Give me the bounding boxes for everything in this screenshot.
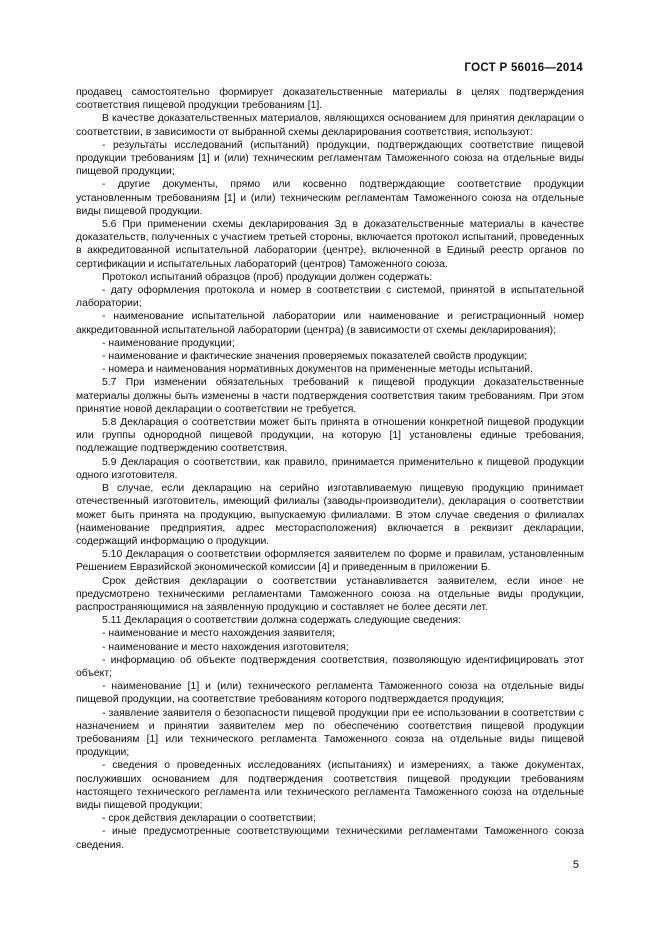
document-body xyxy=(76,86,584,852)
paragraph: - иные предусмотренные соответствующими техническими регламентами Таможенного союза сведения. xyxy=(76,826,584,851)
paragraph: Срок действия декларации о соответствии устанавливается заявителем, если иное не предусмотрено техническими регламентами Таможенного союза на отдельные виды продукции, распространяющимися на заявленную продукцию и составляет не более десяти лет. xyxy=(76,575,584,613)
paragraph: - наименование продукции; xyxy=(102,337,235,349)
paragraph: - номера и наименования нормативных документов на примененные методы испытаний. xyxy=(102,364,533,376)
paragraph: - наименование и место нахождения изготовителя; xyxy=(102,641,349,653)
paragraph: 5.7 При изменении обязательных требований к пищевой продукции доказательственные материалы должны быть изменены в части подтверждения соответствия таким требованиям. При этом принятие новой декларации о соответствии не требуется. xyxy=(76,377,584,415)
paragraph: продавец самостоятельно формирует доказательственные материалы в целях подтверждения соответствия пищевой продукции требованиям [1]. xyxy=(76,87,584,112)
paragraph: - результаты исследований (испытаний) продукции, подтверждающих соответствие пищевой продукции требованиям [1] и (или) техническим регламентам Таможенного союза на отдельные виды пищевой продукции; xyxy=(76,139,584,178)
paragraph: - информацию об объекте подтверждения соответствия, позволяющую идентифицировать этот объект; xyxy=(76,654,584,679)
paragraph: 5.8 Декларация о соответствии может быть принята в отношении конкретной пищевой продукции или группы однородной пищевой продукции, на которую [1] установлены единые требования, подлежащие подтверждению соответствия. xyxy=(76,417,584,455)
document-header: ГОСТ Р 56016—2014 xyxy=(464,62,583,74)
paragraph: - наименование [1] и (или) технического регламента Таможенного союза на отдельные виды пищевой продукции, на соответствие требованиям которого подтверждается продукция; xyxy=(76,681,584,706)
paragraph: 5.9 Декларация о соответствии, как правило, принимается применительно к пищевой продукции одного изготовителя. xyxy=(76,456,584,481)
paragraph: В случае, если декларацию на серийно изготавливаемую пищевую продукцию принимает отечественный изготовитель, имеющий филиалы (заводы-производители), декларация о соответствии может быть принята на продукцию, выпускаемую филиалами. В этом случае сведения о филиалах (наименование предприятия, адрес месторасположения) включается в реквизит декларации, содержащий информацию о продукции. xyxy=(76,483,584,547)
paragraph: - дату оформления протокола и номер в соответствии с системой, принятой в испытательной лаборатории; xyxy=(76,285,584,310)
paragraph: 5.6 При применении схемы декларирования 3д в доказательственные материалы в качестве доказательств, полученных с участием третьей стороны, включается протокол испытаний, проведенных в аккредитованной испытательной лаборатории (центре), включенной в Единый реестр органов по сертификации и испытательных лабораторий (центров) Таможенного союза. xyxy=(76,219,584,270)
paragraph: Протокол испытаний образцов (проб) продукции должен содержать: xyxy=(102,271,433,283)
paragraph: - срок действия декларации о соответствии; xyxy=(102,813,316,825)
page-number: 5 xyxy=(572,859,579,871)
paragraph: - наименование и место нахождения заявителя; xyxy=(102,628,335,640)
paragraph: В качестве доказательственных материалов, являющихся основанием для принятия декларации о соответствии, в зависимости от выбранной схемы декларирования соответствия, используют: xyxy=(76,113,584,138)
paragraph: - сведения о проведенных исследованиях (испытаниях) и измерениях, а также документах, послуживших основанием для подтверждения соответствия пищевой продукции требованиям настоящего технического регламента или технического регламента Таможенного союза на отдельные виды пищевой продукции; xyxy=(76,760,584,811)
paragraph: - другие документы, прямо или косвенно подтверждающие соответствие продукции установленным требованиям [1] и (или) техническим регламентам Таможенного союза на отдельные виды пищевой продукции. xyxy=(76,179,584,217)
paragraph: - наименование и фактические значения проверяемых показателей свойств продукции; xyxy=(102,351,528,363)
paragraph: 5.10 Декларация о соответствии оформляется заявителем по форме и правилам, установленным Решением Евразийской экономической комиссии [4] и приведенным в приложении Б. xyxy=(76,549,584,574)
paragraph: - заявление заявителя о безопасности пищевой продукции при ее использовании в соответствии с назначением и принятии заявителем мер по обеспечению соответствия пищевой продукции требованиям [1] или технического регламента Таможенного союза на отдельные виды пищевой продукции; xyxy=(76,707,584,759)
paragraph: 5.11 Декларация о соответствии должна содержать следующие сведения: xyxy=(102,615,461,627)
paragraph: - наименование испытательной лаборатории или наименование и регистрационный номер аккредитованной испытательной лаборатории (центра) (в зависимости от схемы декларирования); xyxy=(76,311,584,336)
